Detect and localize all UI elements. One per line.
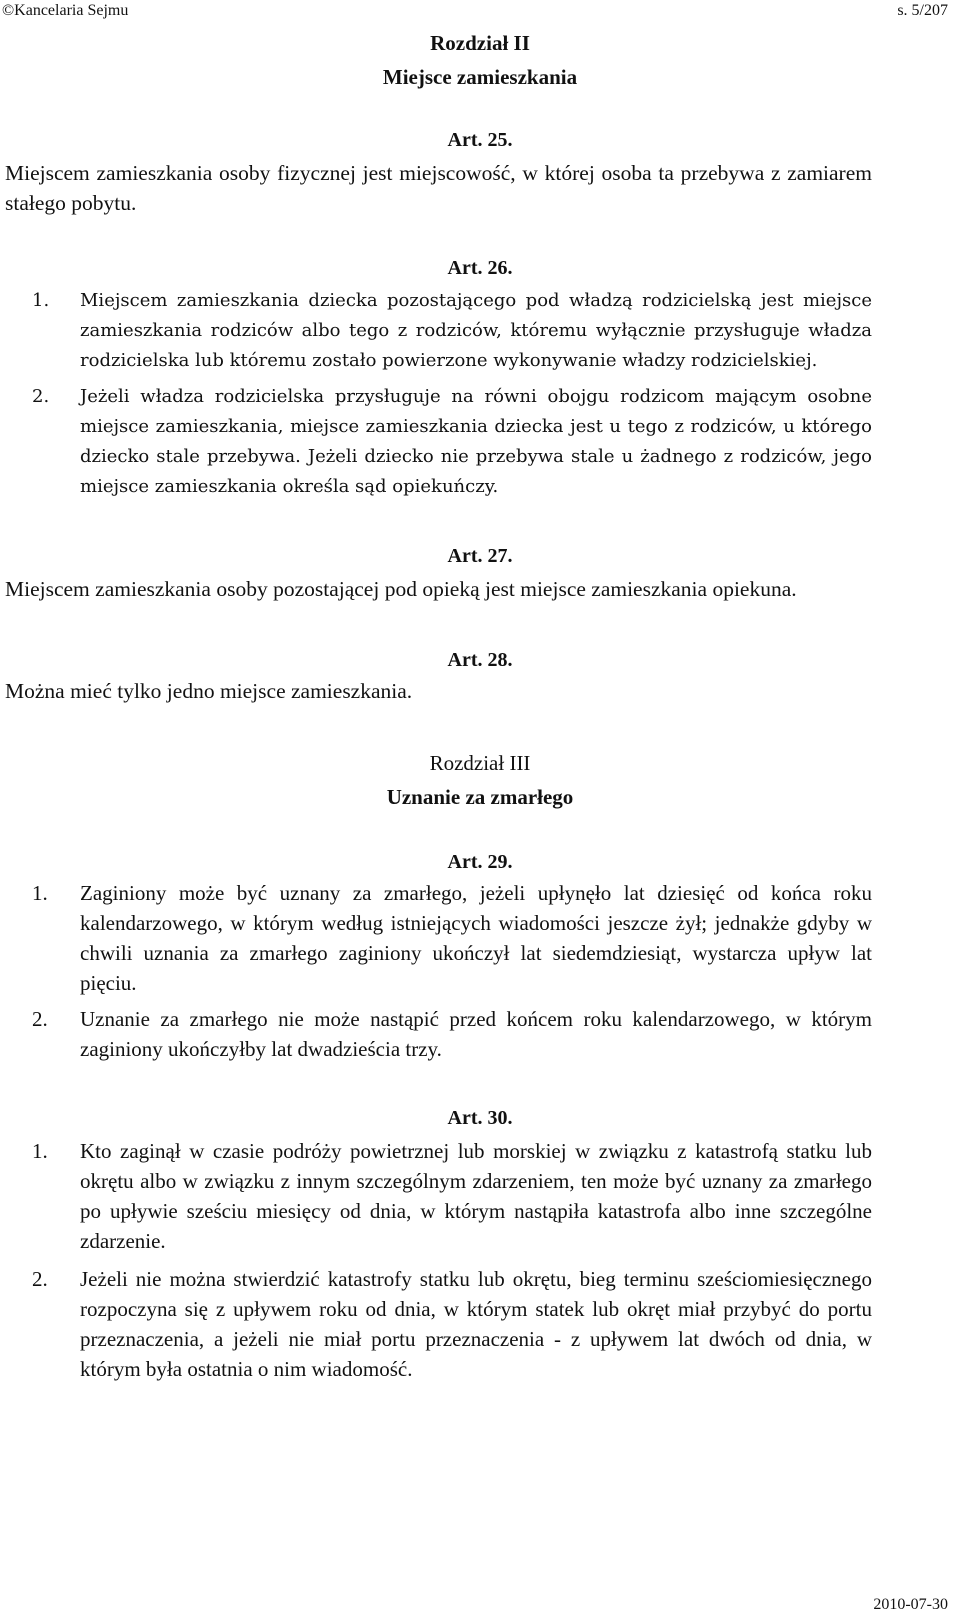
paragraph-text: Zaginiony może być uznany za zmarłego, jeżeli upłynęło lat dziesięć od końca roku kalendarzowego, w którym według istniejących wiadomości jeszcze żył; jednakże gdyby w chwili uznania za zmarłego zaginiony ukończył lat siedemdziesiąt, wystarcza upływ lat pięciu. xyxy=(80,881,872,995)
paragraph-item xyxy=(0,382,960,502)
chapter-subtitle: Uznanie za zmarłego xyxy=(386,785,574,809)
paragraph-item xyxy=(0,1004,960,1064)
article-title: Art. 29. xyxy=(447,851,513,873)
paragraph-item xyxy=(0,286,960,376)
paragraph-number: 2. xyxy=(32,1267,48,1291)
source-label: ©Kancelaria Sejmu xyxy=(2,2,129,19)
paragraph-text: Jeżeli władza rodzicielska przysługuje na równi obojgu rodzicom mającym osobne miejsce zamieszkania, miejsce zamieszkania dziecka jest u tego z rodziców, u którego dziecko stale przebywa. Jeżeli dziecko nie przebywa stale u żadnego z rodziców, jego miejsce zamieszkania określa sąd opiekuńczy. xyxy=(80,386,872,497)
paragraph-text: Kto zaginął w czasie podróży powietrznej lub morskiej w związku z katastrofą statku lub okrętu albo w związku z innym szczególnym zdarzeniem, ten może być uznany za zmarłego po upływie sześciu miesięcy od dnia, w którym nastąpiła katastrofa albo inne szczególne zdarzenie. xyxy=(80,1139,872,1253)
paragraph-number: 1. xyxy=(32,1139,48,1163)
paragraph-number: 1. xyxy=(32,290,50,311)
article-title: Art. 28. xyxy=(447,649,513,671)
document-body xyxy=(0,28,960,1384)
paragraph-number: 1. xyxy=(32,881,48,905)
paragraph-text: Uznanie za zmarłego nie może nastąpić przed końcem roku kalendarzowego, w którym zaginiony ukończyłby lat dwadzieścia trzy. xyxy=(80,1007,872,1061)
article-title: Art. 30. xyxy=(447,1107,513,1129)
paragraph-text: Jeżeli nie można stwierdzić katastrofy statku lub okrętu, bieg terminu sześciomiesięcznego rozpoczyna się z upływem roku od dnia, w którym statek lub okręt miał przybyć do portu przeznaczenia, a jeżeli nie miał portu przeznaczenia - z upływem lat dwóch od dnia, w którym była ostatnia o nim wiadomość. xyxy=(80,1267,872,1381)
chapter-title: Rozdział III xyxy=(429,751,531,775)
paragraph-item xyxy=(0,878,960,998)
paragraph-number: 2. xyxy=(32,1007,48,1031)
page-number: s. 5/207 xyxy=(897,2,948,19)
paragraph-item xyxy=(0,1136,960,1256)
article-text: Miejscem zamieszkania osoby pozostającej pod opieką jest miejsce zamieszkania opiekuna. xyxy=(5,577,797,601)
article-title: Art. 25. xyxy=(447,129,513,151)
paragraph-text: Miejscem zamieszkania dziecka pozostającego pod władzą rodzicielską jest miejsce zamieszkania rodziców albo tego z rodziców, któremu wyłącznie przysługuje władza rodzicielska lub któremu zostało powierzone wykonywanie władzy rodzicielskiej. xyxy=(80,290,872,371)
article-title: Art. 26. xyxy=(447,257,513,279)
chapter-title: Rozdział II xyxy=(430,31,530,55)
paragraph-item xyxy=(0,1264,960,1384)
page-header xyxy=(0,0,960,22)
article-text: Miejscem zamieszkania osoby fizycznej jest miejscowość, w której osoba ta przebywa z zamiarem stałego pobytu. xyxy=(5,161,872,215)
article-title: Art. 27. xyxy=(447,545,513,567)
article-text: Można mieć tylko jedno miejsce zamieszkania. xyxy=(5,679,413,703)
document-date: 2010-07-30 xyxy=(873,1596,948,1613)
chapter-subtitle: Miejsce zamieszkania xyxy=(382,65,578,89)
paragraph-number: 2. xyxy=(32,386,50,407)
